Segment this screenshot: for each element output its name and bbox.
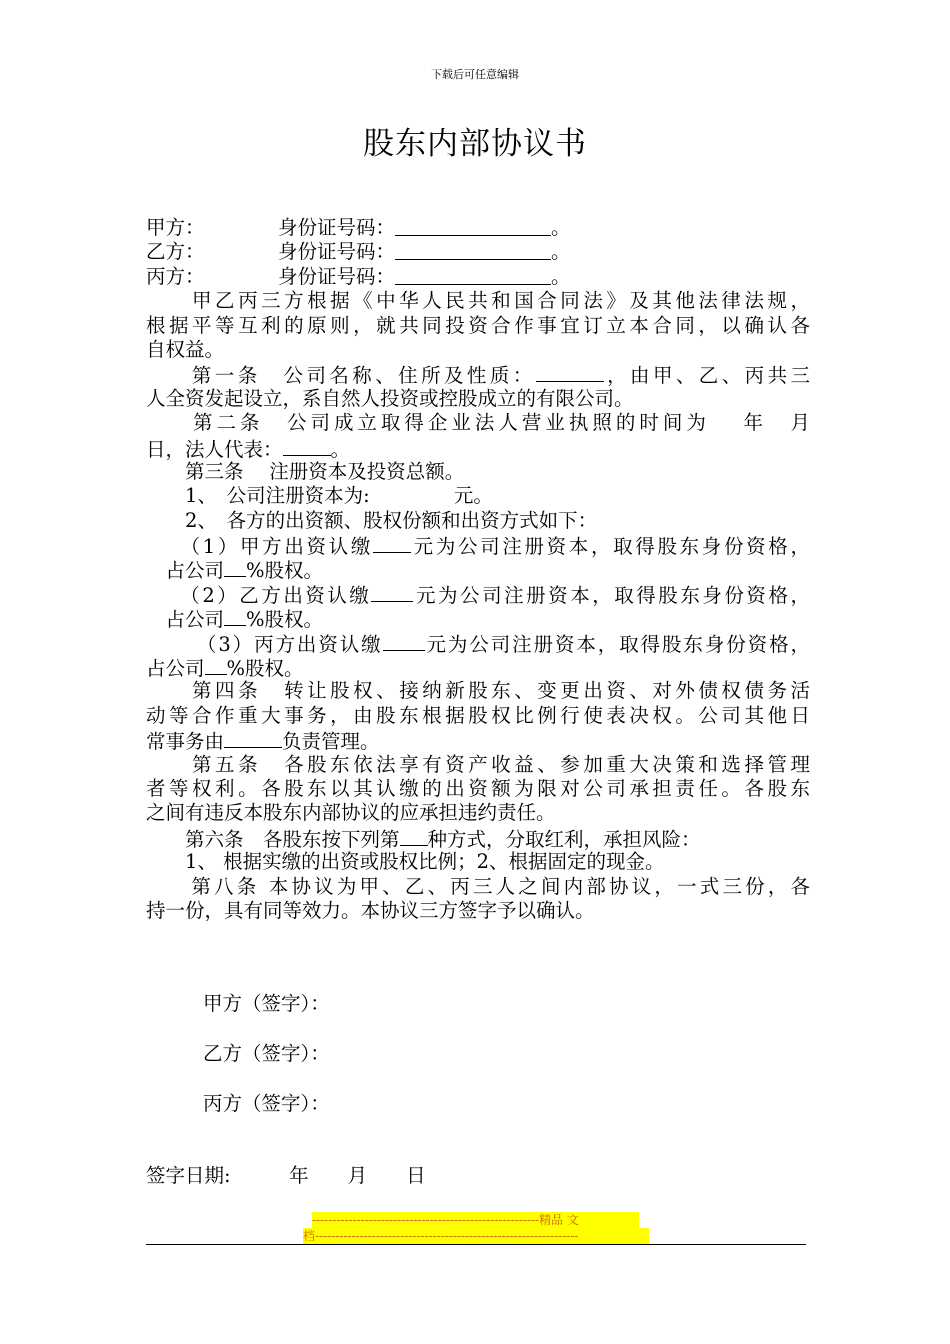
- party-c-line: [146, 265, 810, 289]
- party-a-id-blank[interactable]: [395, 216, 551, 236]
- signature-date: 签字日期: 年 月 日: [146, 1164, 426, 1187]
- contribution-text: （1）甲方出资认缴: [146, 535, 373, 559]
- party-a-line: [146, 216, 810, 240]
- contribution-text: 占公司: [146, 657, 205, 681]
- article-5-line: 之间有违反本股东内部协议的应承担违约责任。: [146, 801, 556, 825]
- footer-line-1: --------------------------------------------------------精品 文: [312, 1212, 639, 1228]
- contribution-text: （2）乙方出资认缴: [146, 583, 372, 607]
- agreement-body: [146, 216, 810, 923]
- contribution-c-share: [146, 655, 810, 679]
- contribution-text: 元为公司注册资本，取得股东身份资格，: [410, 535, 810, 559]
- amount-blank[interactable]: [373, 533, 411, 553]
- intro-line: 根据平等互利的原则，就共同投资合作事宜订立本合同，以确认各: [146, 313, 810, 337]
- period: 。: [551, 216, 571, 239]
- article-6-text: 种方式，分取红利，承担风险：: [427, 827, 701, 851]
- party-a-label: 甲方：: [146, 216, 205, 239]
- article-3-item-2: 2、 各方的出资额、股权份额和出资方式如下：: [146, 508, 598, 532]
- article-8-line: 持一份，具有同等效力。本协议三方签字予以确认。: [146, 898, 595, 922]
- signature-party-a[interactable]: 甲方（签字）：: [203, 992, 330, 1015]
- contribution-text: 占公司: [146, 608, 225, 632]
- article-8-line: 第八条 本协议为甲、乙、丙三人之间内部协议，一式三份，各: [146, 874, 810, 898]
- contribution-a-line: [146, 533, 810, 557]
- party-b-id-label: 身份证号码：: [278, 240, 396, 264]
- article-2-text: 。: [330, 437, 351, 461]
- company-name-blank[interactable]: [536, 362, 604, 382]
- manager-blank[interactable]: [224, 728, 282, 748]
- article-2-text: 日，法人代表：: [146, 437, 283, 461]
- article-1-text: 第一条 公司名称、住所及性质：: [146, 364, 536, 388]
- intro-line: 自权益。: [146, 337, 225, 361]
- article-4-line: 动等合作重大事务，由股东根据股权比例行使表决权。公司其他日: [146, 703, 810, 727]
- contribution-b-share: [146, 606, 810, 630]
- article-1-line: [146, 362, 810, 386]
- contribution-text: 占公司: [146, 559, 225, 583]
- article-2-line: [146, 436, 810, 460]
- footer-rule: [146, 1244, 806, 1245]
- contribution-text: %股权。: [226, 657, 304, 681]
- article-4-text: 负责管理。: [282, 730, 380, 754]
- article-5-line: 第五条 各股东依法享有资产收益、参加重大决策和选择管理: [146, 752, 810, 776]
- footer-line-2: 档-----------------------------------------------------------------: [303, 1228, 649, 1244]
- party-a-id-label: 身份证号码：: [278, 216, 396, 239]
- party-b-label: 乙方：: [146, 240, 205, 264]
- contribution-text: （3）丙方出资认缴: [146, 632, 383, 656]
- article-1-text: ，由甲、乙、丙共三: [603, 364, 810, 388]
- amount-blank[interactable]: [371, 582, 413, 602]
- document-title: 股东内部协议书: [363, 126, 587, 162]
- party-c-id-label: 身份证号码：: [278, 264, 396, 288]
- contribution-text: %股权。: [246, 559, 324, 583]
- article-6-options: 1、 根据实缴的出资或股权比例；2、根据固定的现金。: [146, 850, 665, 874]
- party-c-id-blank[interactable]: [395, 265, 551, 285]
- share-blank[interactable]: [224, 557, 246, 577]
- article-1-line: 人全资发起设立，系自然人投资或控股成立的有限公司。: [146, 386, 634, 410]
- share-blank[interactable]: [224, 606, 246, 626]
- contribution-c-line: [146, 631, 810, 655]
- article-4-text: 常事务由: [146, 730, 225, 754]
- share-blank[interactable]: [205, 655, 227, 675]
- article-6-line: [146, 826, 810, 850]
- header-note: 下载后可任意编辑: [431, 68, 519, 81]
- option-blank[interactable]: [400, 826, 428, 846]
- party-b-line: [146, 240, 810, 264]
- article-6-text: 第六条 各股东按下列第: [146, 827, 400, 851]
- contribution-b-line: [146, 582, 810, 606]
- legal-rep-blank[interactable]: [283, 436, 331, 456]
- intro-line: 甲乙丙三方根据《中华人民共和国合同法》及其他法律法规，: [146, 289, 810, 313]
- period: 。: [551, 264, 571, 288]
- party-c-label: 丙方：: [146, 264, 205, 288]
- footer-watermark: [303, 1212, 649, 1244]
- article-4-line: [146, 728, 810, 752]
- signature-party-c[interactable]: 丙方（签字）：: [203, 1092, 330, 1115]
- contribution-a-share: [146, 557, 810, 581]
- amount-blank[interactable]: [383, 631, 425, 651]
- article-4-line: 第四条 转让股权、接纳新股东、变更出资、对外债权债务活: [146, 679, 810, 703]
- article-5-line: 者等权利。各股东以其认缴的出资额为限对公司承担责任。各股东: [146, 776, 810, 800]
- period: 。: [551, 240, 571, 264]
- article-2-line: 第二条 公司成立取得企业法人营业执照的时间为 年 月: [146, 411, 810, 435]
- article-3-item-1: 1、 公司注册资本为: 元。: [146, 484, 493, 508]
- contribution-text: 元为公司注册资本，取得股东身份资格，: [413, 583, 810, 607]
- contribution-text: 元为公司注册资本，取得股东身份资格，: [424, 632, 810, 656]
- contribution-text: %股权。: [246, 608, 324, 632]
- signature-party-b[interactable]: 乙方（签字）：: [203, 1042, 330, 1065]
- party-b-id-blank[interactable]: [395, 240, 551, 260]
- article-3-title: 第三条 注册资本及投资总额。: [146, 459, 465, 483]
